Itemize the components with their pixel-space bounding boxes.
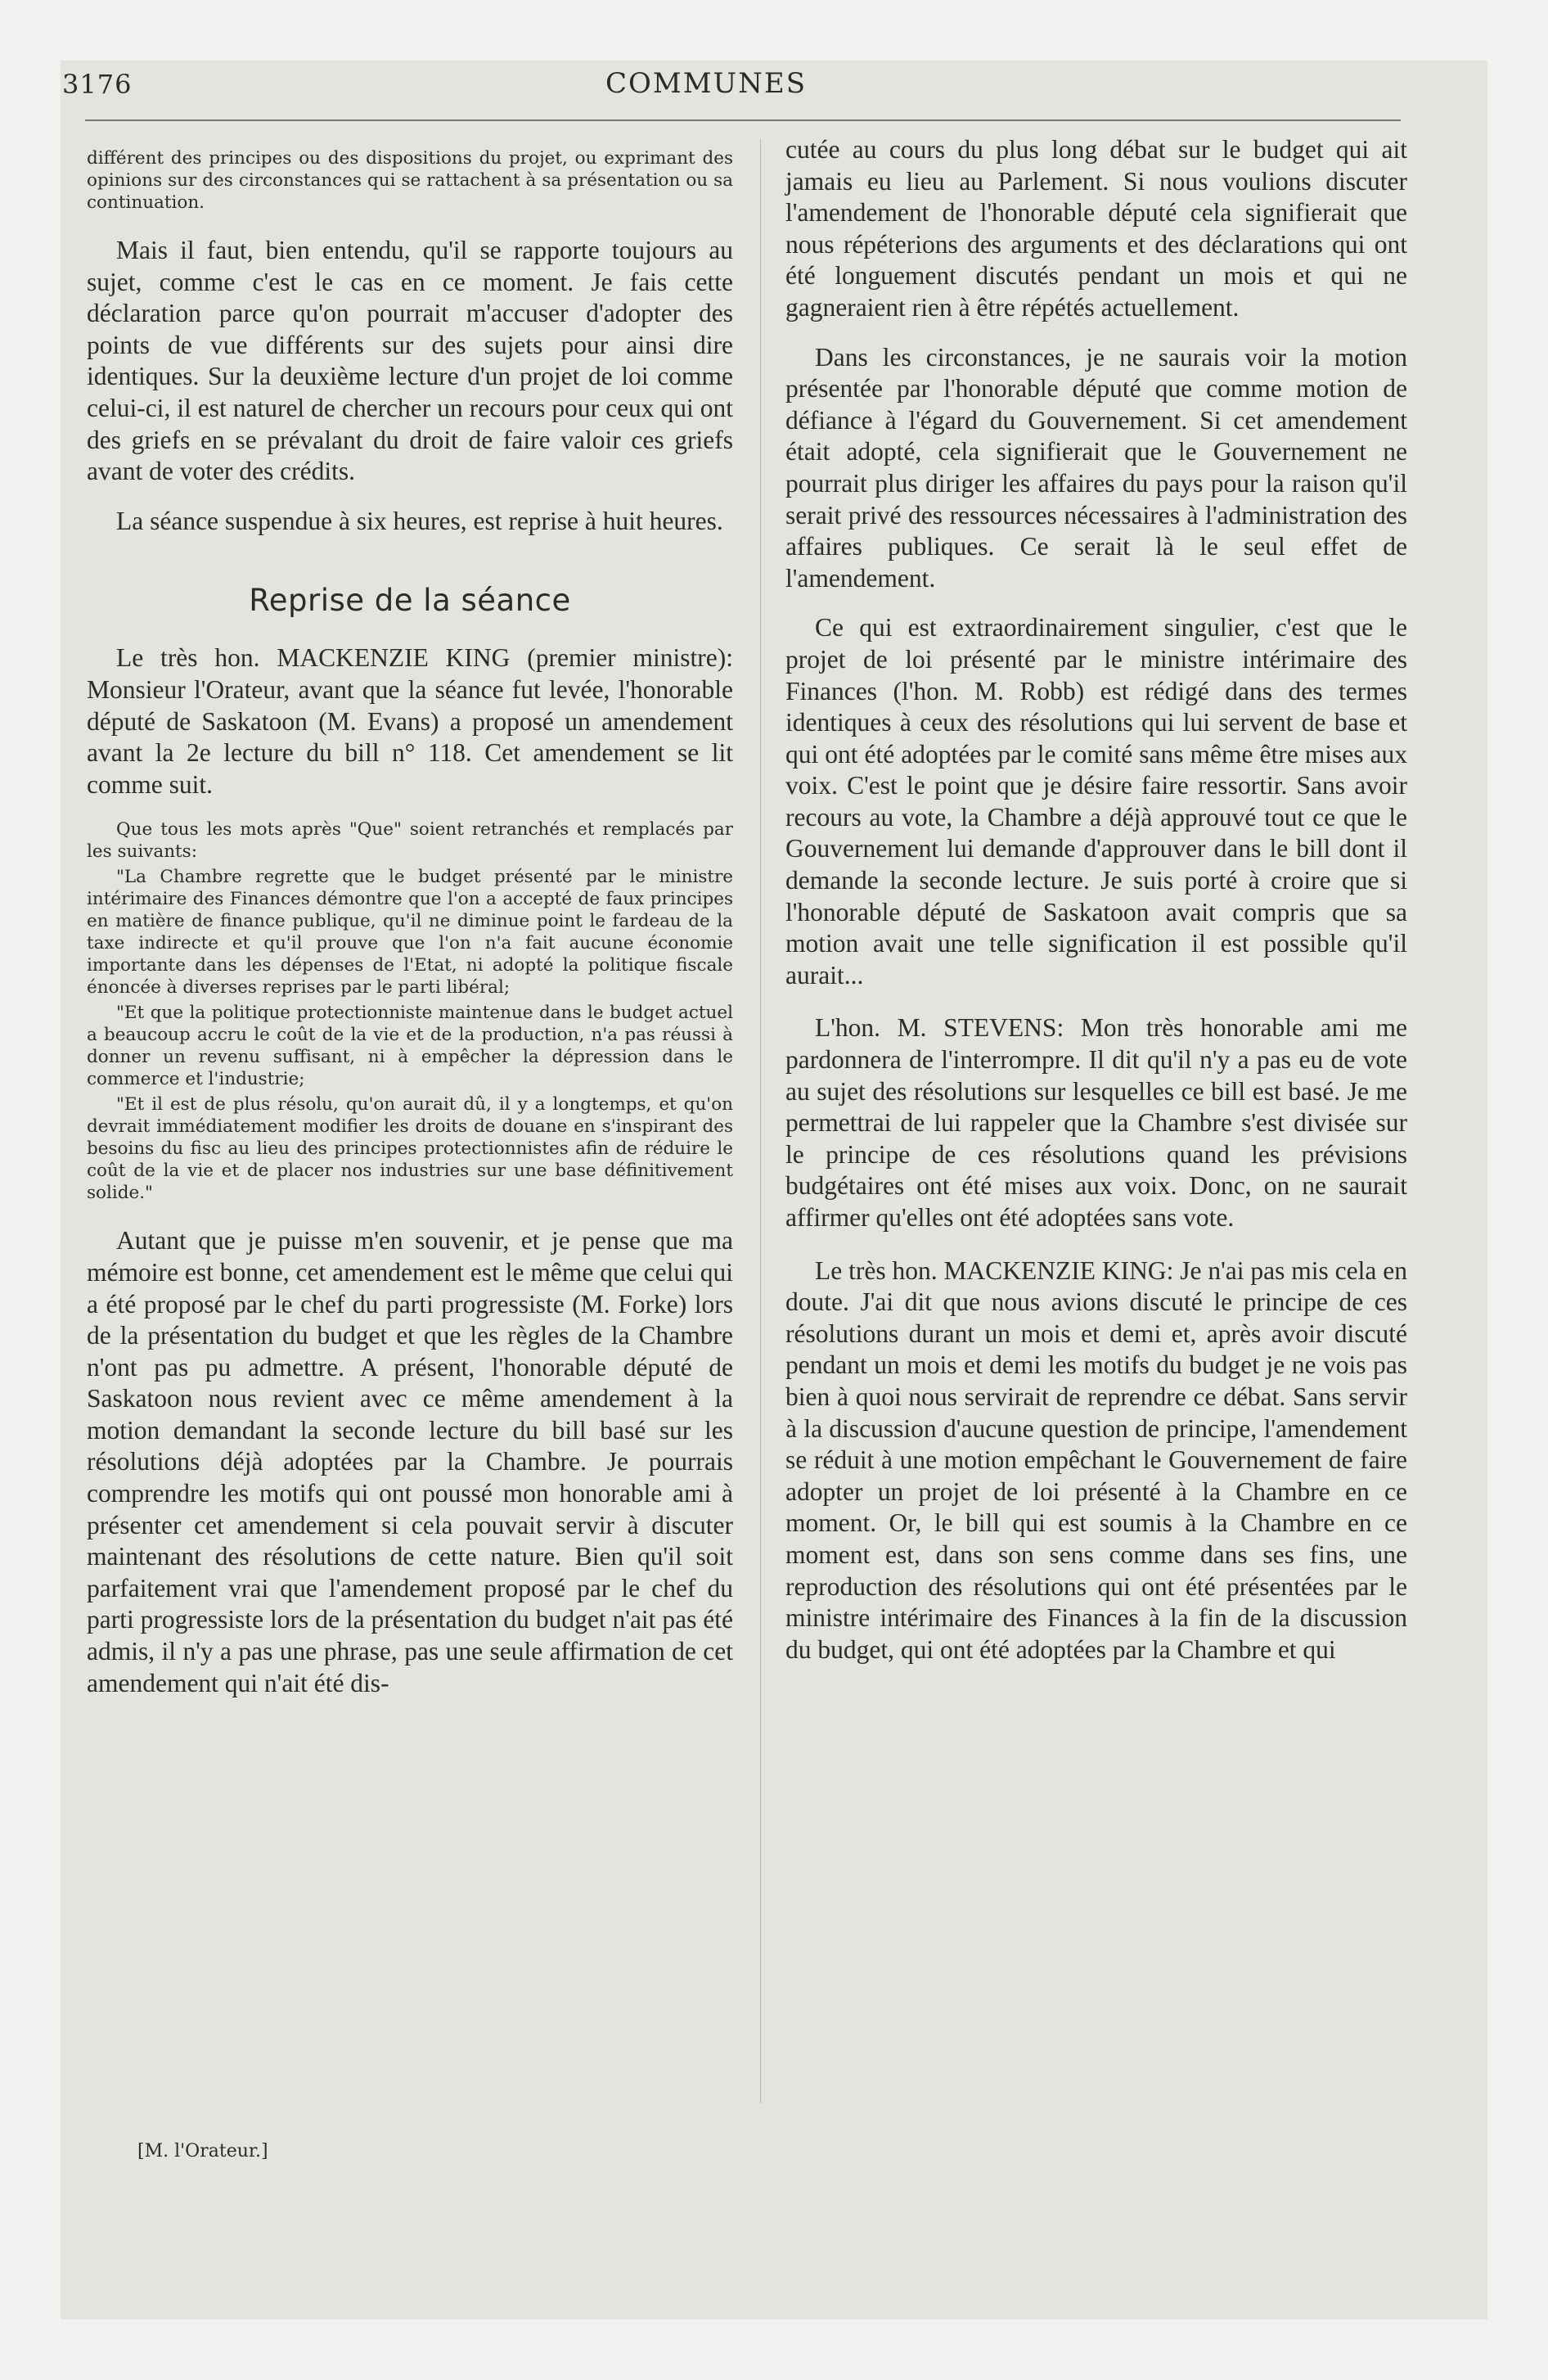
left-column <box>87 147 733 1699</box>
quote-paragraph: "Et il est de plus résolu, qu'on aurait dû, il y a longtemps, et qu'on devrait immédiatement modifier les droits de douane en s'inspirant des besoins du fisc au lieu des principes protectionnistes afin de réduire le coût de la vie et de placer nos industries sur une base définitivement solide." <box>87 1094 733 1204</box>
quote-paragraph: "Et que la politique protectionniste maintenue dans le budget actuel a beaucoup accru le coût de la vie et de la production, n'a pas réussi à donner un revenu suffisant, ni à empêcher la dépression dans le commerce et l'industrie; <box>87 1003 733 1090</box>
amendment-quote <box>87 818 733 1204</box>
paragraph: Dans les circonstances, je ne saurais voir la motion présentée par l'honorable député que comme motion de défiance à l'égard du Gouvernement. Si cet amendement était adopté, cela signifierait que le Gouvernement ne pourrait plus diriger les affaires du pays pour la raison qu'il serait privé des ressources nécessaires à l'administration des affaires publiques. Ce serait là le seul effet de l'amendement. <box>785 342 1407 593</box>
page-number: 3176 <box>62 69 133 100</box>
running-title: COMMUNES <box>605 67 808 100</box>
header-rule <box>85 119 1401 121</box>
intro-small-text: différent des principes ou des dispositions du projet, ou exprimant des opinions sur des circonstances qui se rattachent à sa présentation ou sa continuation. <box>87 148 733 213</box>
paragraph: Ce qui est extraordinairement singulier, c'est que le projet de loi présenté par le ministre intérimaire des Finances (l'hon. M. Robb) est rédigé dans des termes identiques à ceux des résolutions qui lui servent de base et qui ont été adoptées par le comité sans même être mises aux voix. C'est le point que je désire faire ressortir. Sans avoir recours au vote, la Chambre a déjà approuvé tout ce que le Gouvernement lui demande d'approuver dans le bill dont il demande la seconde lecture. Je suis porté à croire que si l'honorable député de Saskatoon avait compris que sa motion avait une telle signification il est possible qu'il aurait... <box>785 613 1407 989</box>
right-column <box>785 134 1407 1666</box>
paragraph: Autant que je puisse m'en souvenir, et je pense que ma mémoire est bonne, cet amendement est le même que celui qui a été proposé par le chef du parti progressiste (M. Forke) lors de la présentation du budget et que les règles de la Chambre n'ont pas pu admettre. A présent, l'honorable député de Saskatoon nous revient avec ce même amendement à la motion demandant la seconde lecture du bill basé sur les résolutions déjà adoptées par la Chambre. Je pourrais comprendre les motifs qui ont poussé mon honorable ami à présenter cet amendement si cela pouvait servir à discuter maintenant des résolutions de cette nature. Bien qu'il soit parfaitement vrai que l'amendement proposé par le chef du parti progressiste lors de la présentation du budget n'ait pas été admis, il n'y a pas une phrase, pas une seule affirmation de cet amendement qui n'ait été dis- <box>87 1226 733 1697</box>
paragraph: cutée au cours du plus long débat sur le budget qui ait jamais eu lieu au Parlement. Si nous voulions discuter l'amendement de l'honorable député cela signifierait que nous répéterions des arguments et des déclarations qui ont été longuement discutés pendant un mois et qui ne gagneraient rien à être répétés actuellement. <box>785 135 1407 322</box>
paragraph: La séance suspendue à six heures, est reprise à huit heures. <box>116 506 723 535</box>
column-divider <box>760 139 761 2103</box>
paragraph: Le très hon. MACKENZIE KING (premier ministre): Monsieur l'Orateur, avant que la séance fut levée, l'honorable député de Saskatoon (M. Evans) a proposé un amendement avant la 2e lecture du bill n° 118. Cet amendement se lit comme suit. <box>87 643 733 799</box>
paragraph: Le très hon. MACKENZIE KING: Je n'ai pas mis cela en doute. J'ai dit que nous avions discuté le principe de ces résolutions durant un mois et demi et, après avoir discuté pendant un mois et demi les motifs du budget je ne vois pas bien à quoi nous servirait de reprendre ce débat. Sans servir à la discussion d'aucune question de principe, l'amendement se réduit à une motion empêchant le Gouvernement de faire adopter un projet de loi présenté à la Chambre en ce moment. Or, le bill qui est soumis à la Chambre en ce moment est, dans son sens comme dans ses fins, une reproduction des résolutions qui ont été présentées par le ministre intérimaire des Finances à la fin de la discussion du budget, qui ont été adoptées par la Chambre et qui <box>785 1255 1407 1664</box>
quote-intro: Que tous les mots après "Que" soient retranchés et remplacés par les suivants: <box>87 819 733 863</box>
section-heading: Reprise de la séance <box>249 583 571 619</box>
quote-paragraph: "La Chambre regrette que le budget présenté par le ministre intérimaire des Finances démontre que l'on a accepté de faux principes en matière de finance publique, qu'il ne diminue point le fardeau de la taxe indirecte et qu'il prouve que l'on n'a fait aucune économie importante dans les dépenses de l'Etat, ni adopté la politique fiscale énoncée à diverses reprises par le parti libéral; <box>87 867 733 998</box>
paragraph: Mais il faut, bien entendu, qu'il se rapporte toujours au sujet, comme c'est le cas en ce moment. Je fais cette déclaration parce qu'on pourrait m'accuser d'adopter des points de vue différents sur des sujets pour ainsi dire identiques. Sur la deuxième lecture d'un projet de loi comme celui-ci, il est naturel de chercher un recours pour ceux qui ont des griefs en se prévalant du droit de faire valoir ces griefs avant de voter des crédits. <box>87 236 733 486</box>
paragraph: L'hon. M. STEVENS: Mon très honorable ami me pardonnera de l'interrompre. Il dit qu'il n'y a pas eu de vote au sujet des résolutions sur lesquelles ce bill est basé. Je me permettrai de lui rappeler que la Chambre s'est divisée sur le principe de ces résolutions quand les prévisions budgétaires ont été mises aux voix. Donc, on ne saurait affirmer qu'elles ont été adoptées sans vote. <box>785 1013 1407 1232</box>
footer-speaker-note: [M. l'Orateur.] <box>137 2141 268 2161</box>
